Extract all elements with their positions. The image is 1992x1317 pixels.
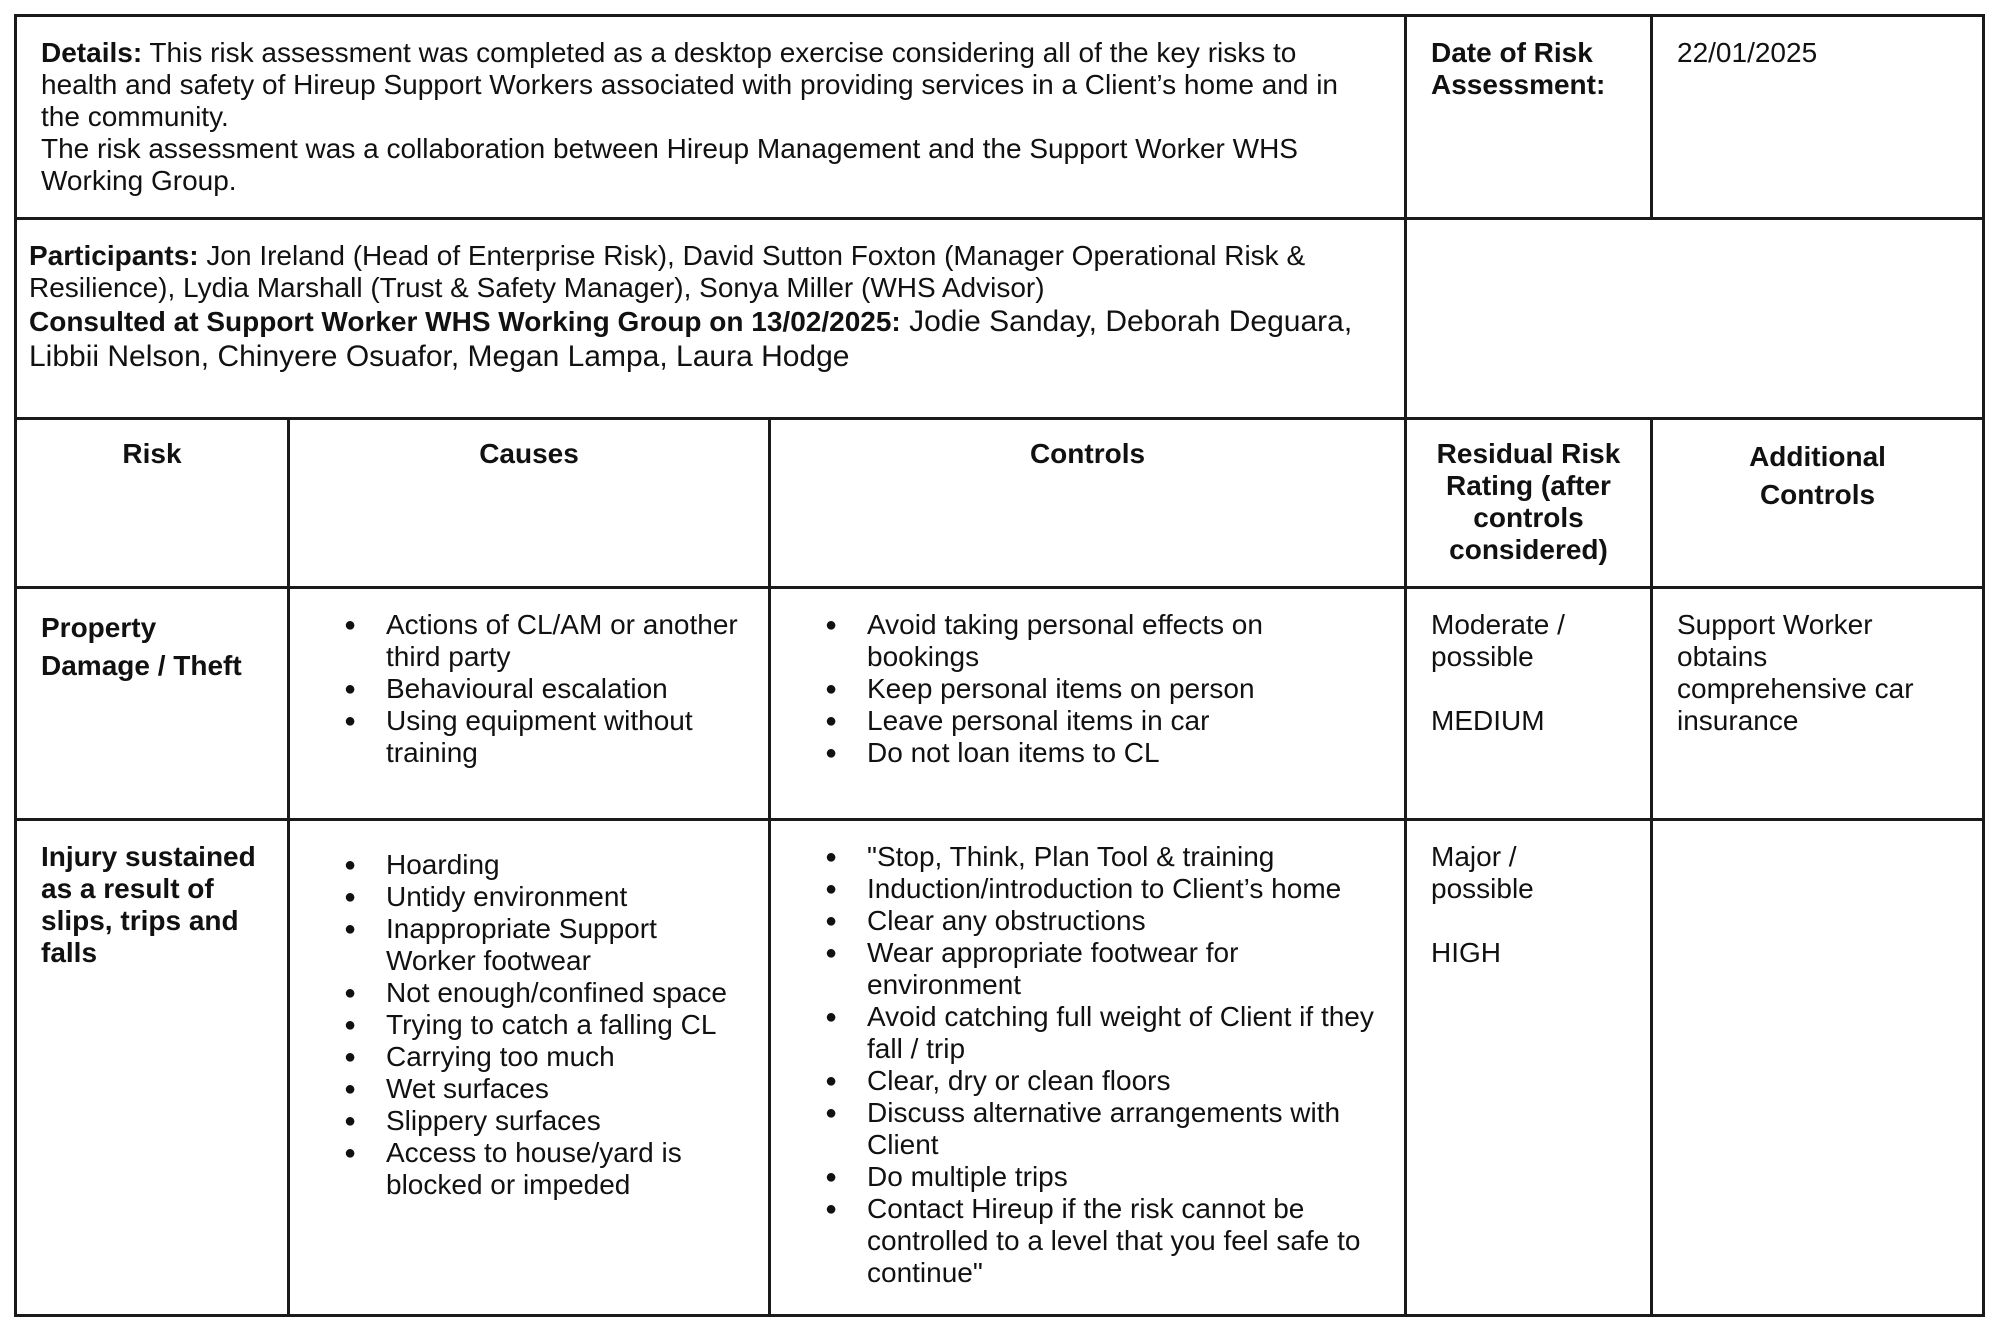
list-item: ● Access to house/yard is blocked or impeded <box>290 1137 744 1201</box>
header-causes-label: Causes <box>479 438 579 469</box>
details-cell <box>16 16 1406 219</box>
list-item: ● Actions of CL/AM or another third party <box>290 609 744 673</box>
list-item: ● Discuss alternative arrangements with Client <box>771 1097 1380 1161</box>
list-item: ● Using equipment without training <box>290 705 744 769</box>
risk-cell <box>16 820 289 1316</box>
list-item: ● Wear appropriate footwear for environment <box>771 937 1380 1001</box>
list-item: ● Keep personal items on person <box>771 673 1380 705</box>
date-value: 22/01/2025 <box>1677 37 1818 68</box>
rating-cell <box>1406 588 1652 820</box>
list-item: ● Do multiple trips <box>771 1161 1380 1193</box>
list-item: ● Wet surfaces <box>290 1073 744 1105</box>
list-item: ● Clear any obstructions <box>771 905 1380 937</box>
list-item: ● "Stop, Think, Plan Tool & training <box>771 841 1380 873</box>
participants-row <box>16 219 1984 419</box>
controls-list <box>771 841 1380 1289</box>
causes-cell <box>289 820 770 1316</box>
consulted-names: Jodie Sanday, Deborah Deguara, Libbii Nelson, Chinyere Osuafor, Megan Lampa, Laura Hodge <box>29 305 1353 373</box>
additional-cell <box>1652 588 1984 820</box>
list-item: ● Induction/introduction to Client’s home <box>771 873 1380 905</box>
rating-level: MEDIUM <box>1431 705 1545 736</box>
details-text-1: This risk assessment was completed as a desktop exercise considering all of the key risks to health and safety of Hireup Support Workers associated with providing services in a Client’s home and in the community. <box>41 37 1338 132</box>
causes-cell <box>289 588 770 820</box>
rating-text: Moderate / possible <box>1431 609 1565 672</box>
consulted-label: Consulted at Support Worker WHS Working Group on 13/02/2025: <box>29 306 901 337</box>
risk-row-property-damage <box>16 588 1984 820</box>
list-item: ● Do not loan items to CL <box>771 737 1380 769</box>
additional-controls-text: Support Worker obtains comprehensive car insurance <box>1677 609 1914 736</box>
risk-cell <box>16 588 289 820</box>
risk-name: Property Damage / Theft <box>41 612 242 681</box>
risk-assessment-table <box>14 14 1985 1317</box>
list-item: ● Behavioural escalation <box>290 673 744 705</box>
participants-text: Jon Ireland (Head of Enterprise Risk), David Sutton Foxton (Manager Operational Risk & Resilience), Lydia Marshall (Trust & Safety Manager), Sonya Miller (WHS Advisor) <box>29 240 1306 303</box>
details-label: Details: <box>41 37 143 68</box>
header-residual-label: Residual Risk Rating (after controls considered) <box>1436 438 1621 565</box>
header-risk <box>16 419 289 588</box>
header-additional <box>1652 419 1984 588</box>
list-item: ● Inappropriate Support Worker footwear <box>290 913 744 977</box>
header-residual <box>1406 419 1652 588</box>
date-label: Date of Risk Assessment: <box>1431 37 1606 100</box>
list-item: ● Trying to catch a falling CL <box>290 1009 744 1041</box>
controls-cell <box>770 588 1406 820</box>
list-item: ● Avoid taking personal effects on bookings <box>771 609 1380 673</box>
date-value-cell <box>1652 16 1984 219</box>
date-label-cell <box>1406 16 1652 219</box>
risk-name: Injury sustained as a result of slips, trips and falls <box>41 841 256 968</box>
list-item: ● Untidy environment <box>290 881 744 913</box>
rating-cell <box>1406 820 1652 1316</box>
list-item: ● Clear, dry or clean floors <box>771 1065 1380 1097</box>
additional-cell <box>1652 820 1984 1316</box>
details-text-2: The risk assessment was a collaboration between Hireup Management and the Support Worker WHS Working Group. <box>41 133 1298 196</box>
header-row <box>16 419 1984 588</box>
header-additional-line-2: Controls <box>1759 479 1876 510</box>
rating-level: HIGH <box>1431 937 1501 968</box>
participants-empty-cell <box>1406 219 1984 419</box>
list-item: ● Slippery surfaces <box>290 1105 744 1137</box>
header-controls-label: Controls <box>1029 438 1146 469</box>
controls-cell <box>770 820 1406 1316</box>
header-controls <box>770 419 1406 588</box>
list-item: ● Leave personal items in car <box>771 705 1380 737</box>
participants-label: Participants: <box>29 240 199 271</box>
list-item: ● Hoarding <box>290 849 744 881</box>
participants-cell <box>16 219 1406 419</box>
rating-text: Major / possible <box>1431 841 1534 904</box>
causes-list <box>290 849 744 1201</box>
list-item: ● Avoid catching full weight of Client if they fall / trip <box>771 1001 1380 1065</box>
header-risk-label: Risk <box>122 438 182 469</box>
details-row <box>16 16 1984 219</box>
controls-list <box>771 609 1380 769</box>
list-item: ● Carrying too much <box>290 1041 744 1073</box>
list-item: ● Contact Hireup if the risk cannot be controlled to a level that you feel safe to continue" <box>771 1193 1380 1289</box>
header-causes <box>289 419 770 588</box>
list-item: ● Not enough/confined space <box>290 977 744 1009</box>
header-additional-line-1: Additional <box>1749 441 1886 472</box>
causes-list <box>290 609 744 769</box>
risk-row-slips-trips-falls <box>16 820 1984 1316</box>
